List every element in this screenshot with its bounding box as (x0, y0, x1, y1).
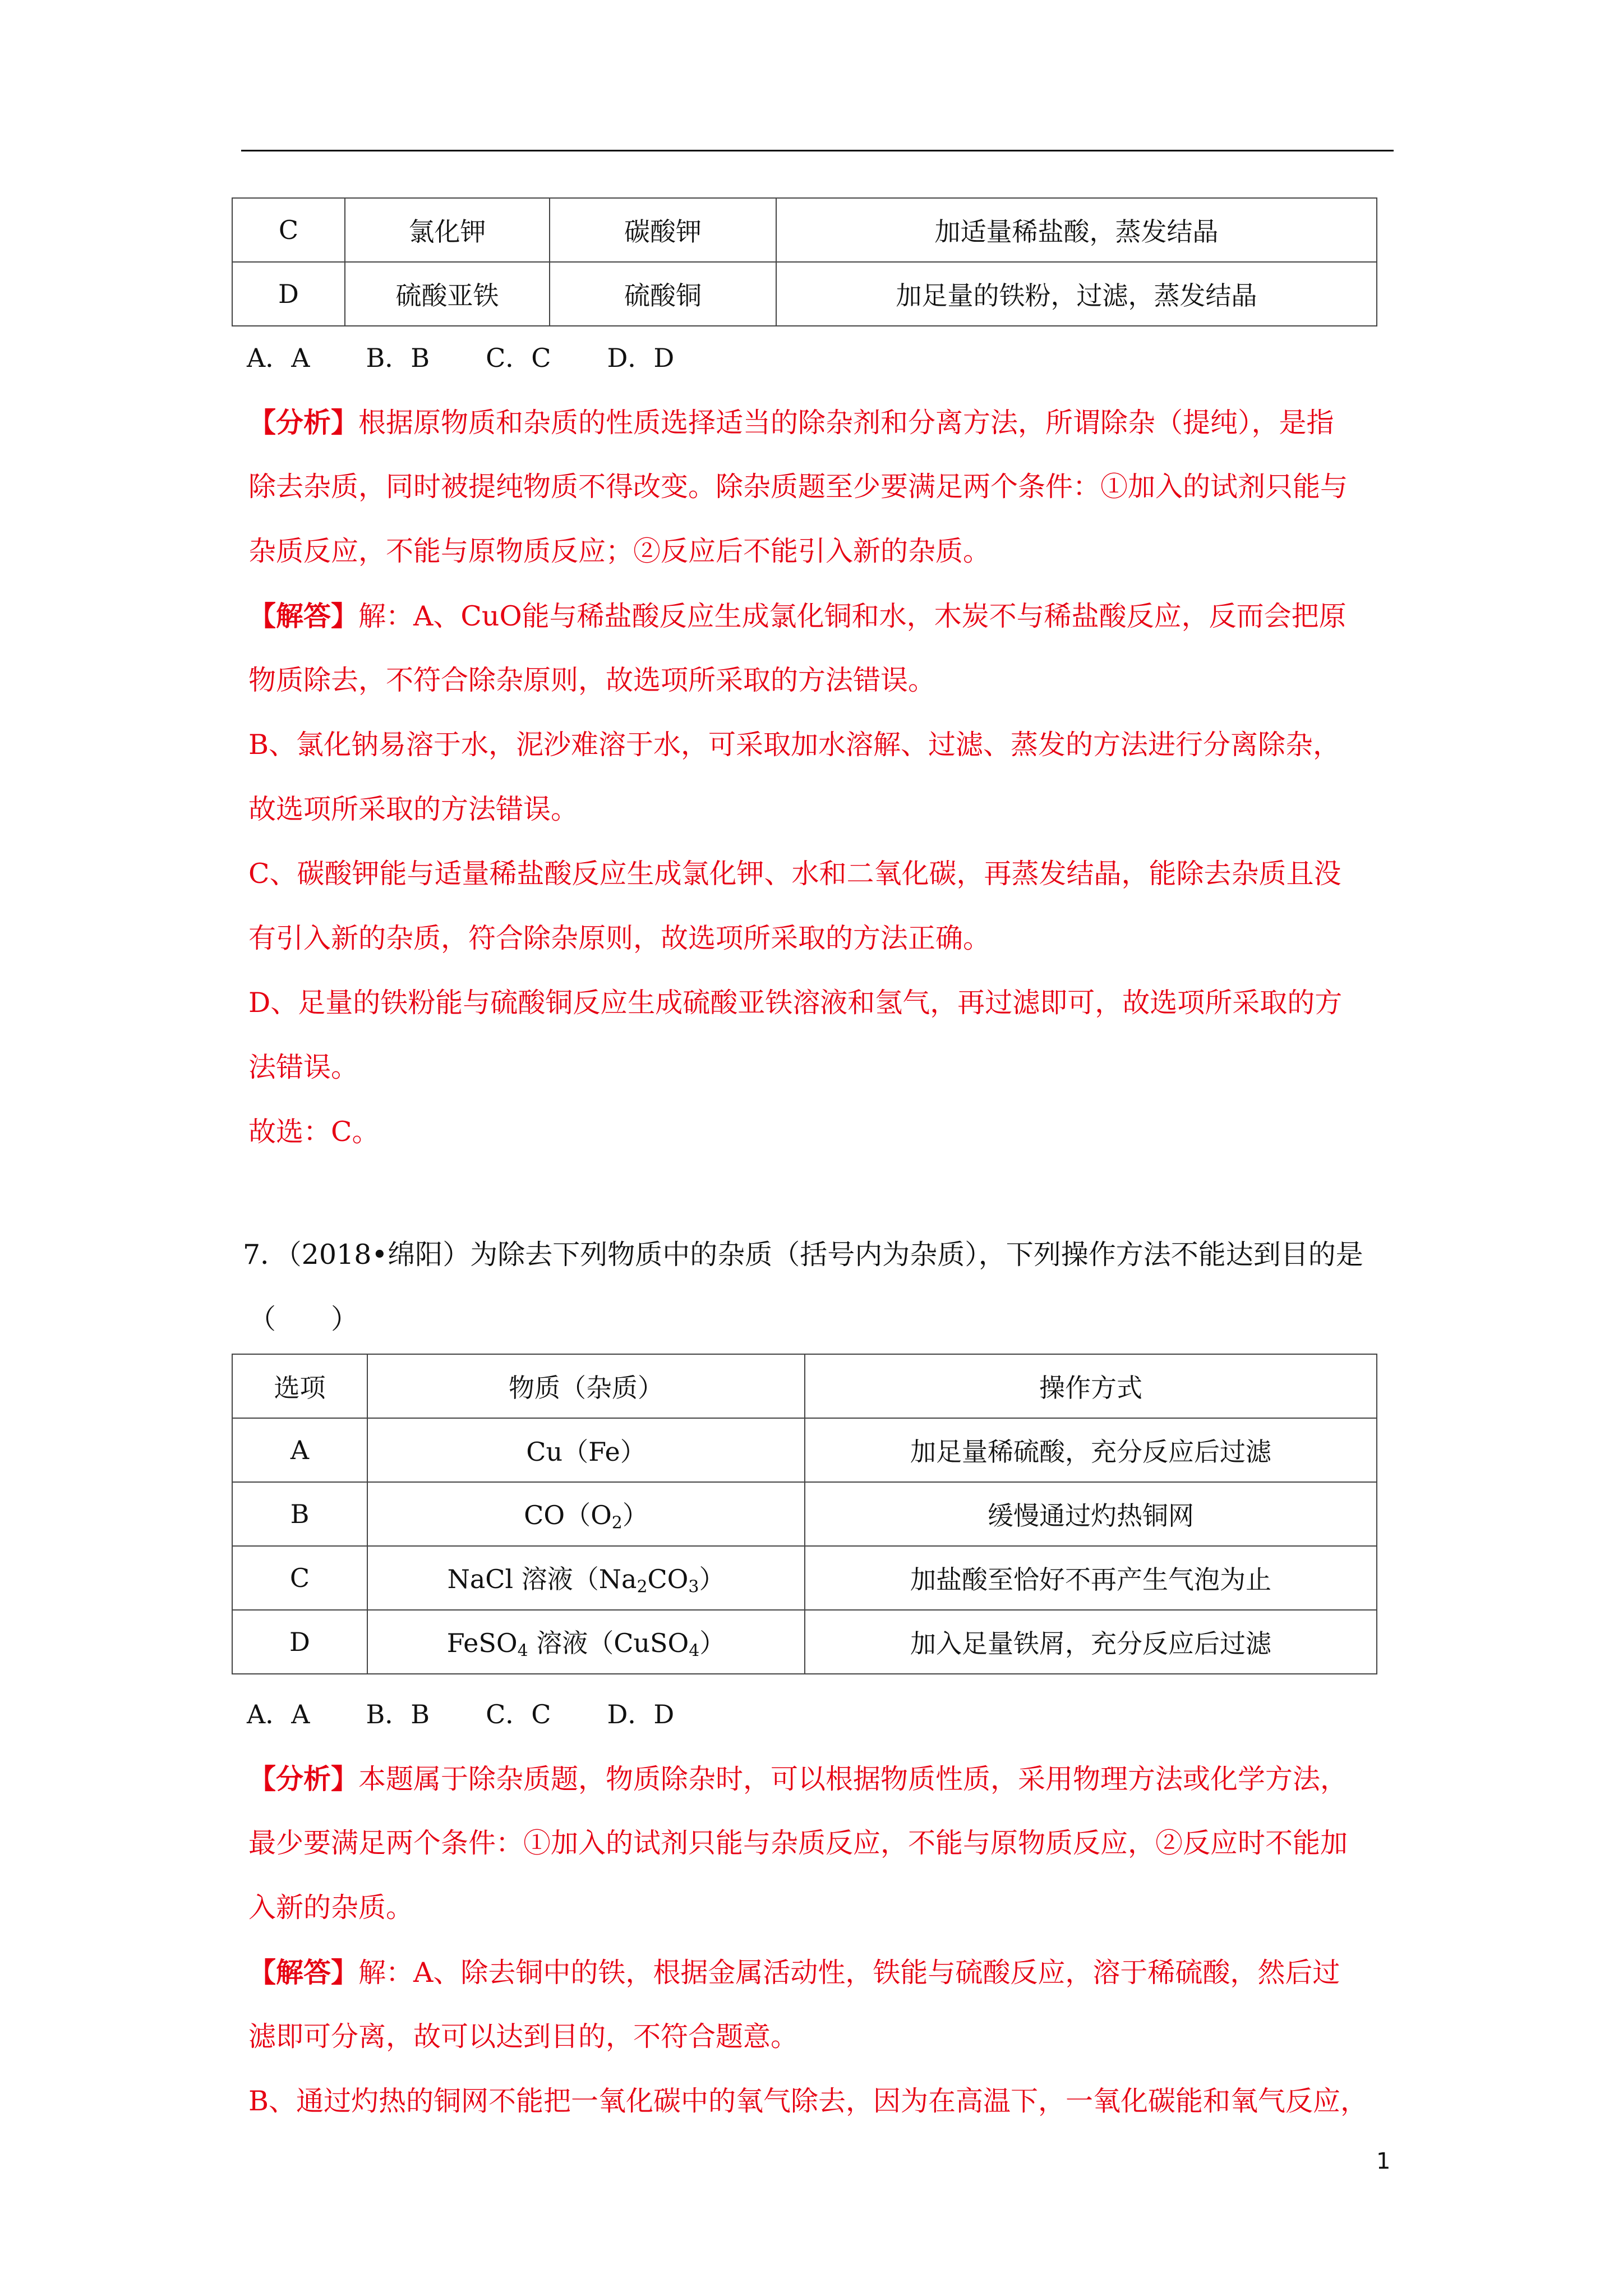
answer-1-line: 物质除去，不符合除杂原则，故选项所采取的方法错误。 (248, 664, 936, 696)
column-header: 物质（杂质） (367, 1354, 805, 1418)
table-header-row (232, 1354, 1377, 1418)
option: A．A (247, 343, 310, 373)
text: NaCl 溶液（Na (447, 1564, 637, 1595)
table-cell: 缓慢通过灼热铜网 (805, 1482, 1377, 1546)
table-cell (367, 1610, 805, 1674)
answer-2-line: 滤即可分离，故可以达到目的，不符合题意。 (248, 2021, 799, 2053)
table-1 (232, 197, 1377, 326)
page-number: 1 (1376, 2148, 1391, 2174)
answer-1-line: C、碳酸钾能与适量稀盐酸反应生成氯化钾、水和二氧化碳，再蒸发结晶，能除去杂质且没 (248, 858, 1341, 890)
table-cell: 氯化钾 (345, 198, 550, 262)
answer-2-line (248, 1955, 1340, 1990)
table-cell: A (232, 1418, 367, 1482)
text: 解：A、除去铜中的铁，根据金属活动性，铁能与硫酸反应，溶于稀硫酸，然后过 (358, 1957, 1340, 1989)
table-cell: 硫酸亚铁 (345, 262, 550, 326)
text: 根据原物质和杂质的性质选择适当的除杂剂和分离方法，所谓除杂（提纯），是指 (358, 407, 1334, 439)
answer-1-line: B、氯化钠易溶于水，泥沙难溶于水，可采取加水溶解、过滤、蒸发的方法进行分离除杂， (248, 729, 1341, 761)
subscript: 3 (688, 1577, 699, 1597)
header-rule (241, 150, 1394, 151)
subscript: 2 (637, 1577, 648, 1597)
analysis-2-line: 最少要满足两个条件：①加入的试剂只能与杂质反应，不能与原物质反应，②反应时不能加 (248, 1827, 1348, 1859)
option: B．B (366, 343, 430, 373)
text: CO (647, 1564, 689, 1595)
table-cell: C (232, 1546, 367, 1610)
answer-1-line: 故选项所采取的方法错误。 (248, 793, 579, 825)
text: 溶液（CuSO (528, 1628, 689, 1659)
table-cell: B (232, 1482, 367, 1546)
text: 解：A、CuO能与稀盐酸反应生成氯化铜和水，木炭不与稀盐酸反应，反而会把原 (358, 600, 1347, 632)
answer-2-line: B、通过灼热的铜网不能把一氧化碳中的氧气除去，因为在高温下，一氧化碳能和氧气反应， (248, 2085, 1368, 2117)
table-cell: 加入足量铁屑，充分反应后过滤 (805, 1610, 1377, 1674)
table-cell: Cu（Fe） (367, 1418, 805, 1482)
table-2 (232, 1354, 1377, 1674)
answer-options-1 (247, 341, 730, 375)
answer-1-line: D、足量的铁粉能与硫酸铜反应生成硫酸亚铁溶液和氢气，再过滤即可，故选项所采取的方 (248, 987, 1343, 1019)
option: B．B (366, 1699, 430, 1729)
answer-1-line: 故选：C。 (248, 1116, 380, 1148)
text: CO（O (524, 1500, 612, 1531)
analysis-2-line: 入新的杂质。 (248, 1892, 414, 1924)
column-header: 选项 (232, 1354, 367, 1418)
table-cell: 加适量稀盐酸，蒸发结晶 (776, 198, 1377, 262)
table-row (232, 1546, 1377, 1610)
text: 本题属于除杂质题，物质除杂时，可以根据物质性质，采用物理方法或化学方法， (358, 1763, 1348, 1795)
option: C．C (486, 343, 551, 373)
table-row (232, 262, 1377, 326)
table-row (232, 1418, 1377, 1482)
option: D．D (607, 1699, 675, 1729)
column-header: 操作方式 (805, 1354, 1377, 1418)
table-cell: 加盐酸至恰好不再产生气泡为止 (805, 1546, 1377, 1610)
analysis-tag: 【分析】 (248, 406, 359, 439)
answer-1-line: 有引入新的杂质，符合除杂原则，故选项所采取的方法正确。 (248, 922, 991, 954)
table-row (232, 198, 1377, 262)
table-row (232, 1482, 1377, 1546)
option: C．C (486, 1699, 551, 1729)
table-cell: 加足量的铁粉，过滤，蒸发结晶 (776, 262, 1377, 326)
analysis-2-line (248, 1762, 1348, 1796)
question-7-stem: 7．（2018•绵阳）为除去下列物质中的杂质（括号内为杂质），下列操作方法不能达到目的是 (243, 1239, 1363, 1271)
subscript: 4 (689, 1641, 700, 1661)
table-cell: 硫酸铜 (550, 262, 776, 326)
answer-tag: 【解答】 (248, 1956, 359, 1989)
answer-tag: 【解答】 (248, 600, 359, 632)
subscript: 4 (517, 1641, 528, 1661)
option: D．D (607, 343, 675, 373)
text: ） (699, 1564, 725, 1595)
subscript: 2 (611, 1513, 623, 1533)
analysis-1-line: 除去杂质，同时被提纯物质不得改变。除杂质题至少要满足两个条件：①加入的试剂只能与 (248, 471, 1348, 503)
text: ） (622, 1500, 648, 1531)
table-cell (367, 1546, 805, 1610)
table-cell: C (232, 198, 345, 262)
question-7-blank: （ ） (248, 1303, 359, 1335)
analysis-1-line (248, 406, 1334, 440)
text: FeSO (446, 1628, 518, 1659)
option: A．A (247, 1699, 310, 1729)
table-cell: 加足量稀硫酸，充分反应后过滤 (805, 1418, 1377, 1482)
table-cell: D (232, 1610, 367, 1674)
analysis-tag: 【分析】 (248, 1763, 359, 1795)
analysis-1-line: 杂质反应，不能与原物质反应；②反应后不能引入新的杂质。 (248, 535, 991, 567)
table-cell: D (232, 262, 345, 326)
table-cell (367, 1482, 805, 1546)
table-cell: 碳酸钾 (550, 198, 776, 262)
answer-1-line (248, 599, 1347, 633)
table-row (232, 1610, 1377, 1674)
answer-1-line: 法错误。 (248, 1051, 359, 1083)
text: ） (699, 1628, 726, 1659)
answer-options-2 (247, 1697, 730, 1731)
